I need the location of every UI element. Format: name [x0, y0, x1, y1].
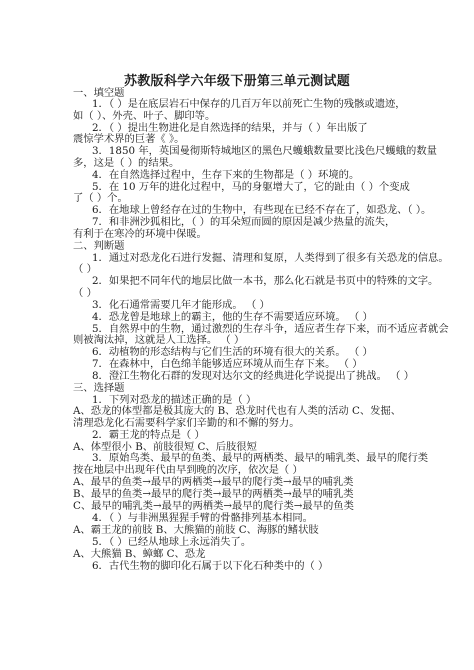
- fill-q3-a: 3．1850 年，英国曼彻斯特城地区的黑色尺蠖蛾数量要比浅色尺蠖蛾的数量: [92, 145, 437, 157]
- section-heading-choice: 三、选择题: [73, 382, 125, 394]
- choice-q5: 5．（ ）已经从地球上永远消失了。: [92, 536, 252, 548]
- choice-q3-a: 3．原始鸟类、最早的鱼类、最早的两栖类、最早的哺乳类、最早的爬行类: [92, 452, 429, 464]
- judge-q3: 3．化石通常需要几年才能形成。 （ ）: [92, 299, 270, 311]
- judge-q5-b: 则被淘汰掉，这就是人工选择。 （ ）: [73, 334, 245, 346]
- fill-q6: 6．在地球上曾经存在过的生物中，有些现在已经不存在了，如恐龙、（ ）。: [92, 204, 432, 216]
- judge-q8: 8．澄江生物化石群的发现对达尔文的经典进化学说提出了挑战。 （ ）: [92, 370, 415, 382]
- fill-q1-a: 1．（ ）是在底层岩石中保存的几百万年以前死亡生物的残骸或遗迹，: [92, 98, 406, 110]
- section-heading-fill: 一、填空题: [73, 87, 125, 99]
- fill-q5-b: 了（ ）个。: [73, 192, 128, 204]
- choice-q1: 1．下列对恐龙的描述正确的是（ ）: [92, 394, 257, 406]
- fill-q4: 4．在自然选择过程中，生存下来的生物都是（ ）环境的。: [92, 169, 360, 181]
- fill-q3-b: 多，这是（ ）的结果。: [73, 157, 180, 169]
- choice-q2-options: A、体型很小 B、前肢很短 C、后肢很短: [73, 441, 257, 453]
- fill-q7-a: 7．和非洲沙狐相比，（ ）的耳朵短而圆的原因是减少热量的流失，: [92, 216, 396, 228]
- fill-q5-a: 5．在 10 万年的进化过程中，马的身躯增大了，它的趾由（ ）个变成: [92, 181, 410, 193]
- choice-q1-options-b: 清理恐龙化石需要科学家们辛勤的和不懈的努力。: [73, 417, 300, 429]
- section-heading-judge: 二、判断题: [73, 240, 125, 252]
- judge-q1-answer: （ ）: [73, 263, 97, 275]
- choice-q3-b: 按在地层中出现年代由早到晚的次序，依次是（ ）: [73, 464, 303, 476]
- choice-q4: 4．（ ）与非洲黑猩猩手臂的骨骼排列基本相同。: [92, 512, 313, 524]
- judge-q4: 4．恐龙曾是地球上的霸主，他的生存不需要适应环境。 （ ）: [92, 311, 373, 323]
- choice-q3-option-a: A、最早的鱼类→最早的两栖类→最早的爬行类→最早的哺乳类: [73, 476, 354, 488]
- choice-q1-options-a: A、恐龙的体型都是极其庞大的 B、恐龙时代也有人类的活动 C、发掘、: [73, 405, 402, 417]
- fill-q2-b: 震惊学术界的巨著《 》。: [73, 133, 185, 145]
- fill-q1-b: 如（ ）、外壳、叶子、脚印等。: [73, 110, 216, 122]
- judge-q2-answer: （ ）: [73, 287, 97, 299]
- judge-q6: 6．动植物的形态结构与它们生活的环境有很大的关系。 （ ）: [92, 346, 373, 358]
- choice-q5-options: A、大熊猫 B、蟑螂 C、恐龙: [73, 548, 206, 560]
- judge-q7: 7．在森林中，白色绵羊能够适应环境从而生存下来。 （ ）: [92, 358, 363, 370]
- judge-q2: 2．如果把不同年代的地层比做一本书，那么化石就是书页中的特殊的文字。: [92, 275, 439, 287]
- fill-q7-b: 有利于在寒冷的环境中保暖。: [73, 228, 207, 240]
- fill-q2-a: 2．（ ）提出生物进化是自然选择的结果，并与（ ）年出版了: [92, 122, 368, 134]
- choice-q4-options: A、霸王龙的前肢 B、大熊猫的前肢 C、海豚的鳍状肢: [73, 524, 319, 536]
- judge-q5-a: 5．自然界中的生物，通过激烈的生存斗争，适应者生存下来，而不适应者就会: [92, 323, 449, 335]
- choice-q6: 6．古代生物的脚印化石属于以下化石种类中的（ ）: [92, 560, 329, 572]
- document-title: 苏教版科学六年级下册第三单元测试题: [123, 74, 351, 89]
- choice-q3-option-c: C、最早的哺乳类→最早的两栖类→最早的爬行类→最早的鱼类: [73, 500, 354, 512]
- choice-q2: 2．霸王龙的特点是（ ）: [92, 429, 205, 441]
- choice-q3-option-b: B、最早的鱼类→最早的爬行类→最早的两栖类→最早的哺乳类: [73, 488, 354, 500]
- judge-q1: 1．通过对恐龙化石进行发掘、清理和复原，人类得到了很多有关恐龙的信息。: [92, 252, 449, 264]
